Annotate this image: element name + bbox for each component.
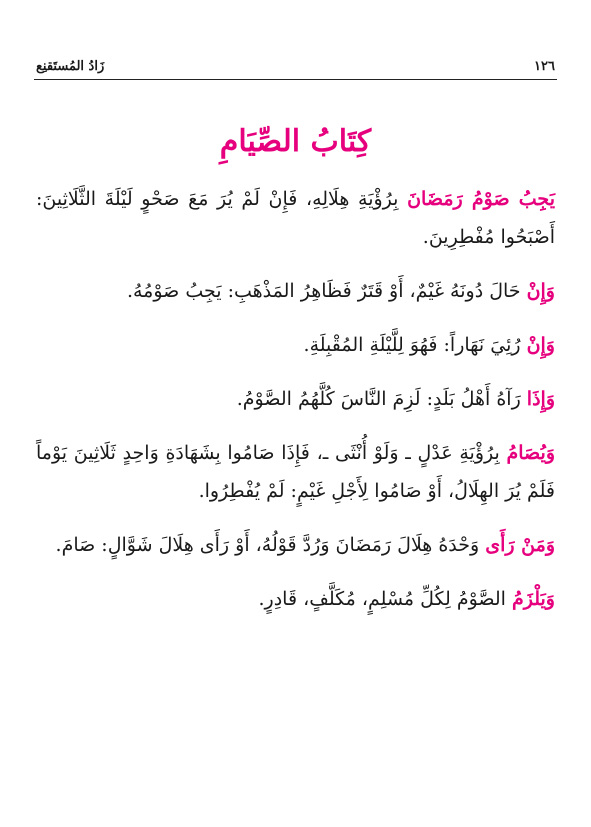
paragraph-lead: وَمَنْ رَأَى [485,534,555,556]
paragraph-1 [36,180,555,256]
paragraph-2 [36,272,555,310]
paragraph-7 [36,580,555,618]
page-number: ١٢٦ [534,59,555,74]
header-divider [34,79,557,80]
paragraph-6 [36,526,555,564]
paragraph-lead: وَيُصَامُ [506,442,555,464]
paragraph-text: بِرُؤْيَةِ هِلَالِهِ، فَإِنْ لَمْ يُرَ مَعَ صَحْوٍ لَيْلَةَ الثَّلَاثِينَ: أَصْبَحُوا مُفْطِرِينَ. [36,188,555,248]
paragraph-lead: وَإِنْ [526,334,555,356]
chapter-title: كِتَابُ الصِّيَامِ [219,124,372,159]
paragraph-5 [36,434,555,510]
paragraph-4 [36,380,555,418]
paragraph-lead: وَإِنْ [526,280,555,302]
paragraph-text: وَحْدَهُ هِلَالَ رَمَضَانَ وَرُدَّ قَوْلُهُ، أَوْ رَأَى هِلَالَ شَوَّالٍ: صَامَ. [55,534,486,556]
paragraph-lead: وَيَلْزَمُ [511,588,555,610]
book-title: زَادُ المُستَقنِع [36,59,105,74]
paragraph-3 [36,326,555,364]
paragraph-text: حَالَ دُونَهُ غَيْمٌ، أَوْ قَتَرٌ فَظَاهِرُ المَذْهَبِ: يَجِبُ صَوْمُهُ. [126,280,527,302]
chapter-body [36,180,555,634]
paragraph-text: رُئِيَ نَهَاراً: فَهُوَ لِلَّيْلَةِ المُقْبِلَةِ. [303,334,527,356]
paragraph-lead: وَإِذَا [526,388,555,410]
paragraph-text: رَآهُ أَهْلُ بَلَدٍ: لَزِمَ النَّاسَ كُلَّهُمُ الصَّوْمُ. [236,388,527,410]
paragraph-text: بِرُؤْيَةِ عَدْلٍ ـ وَلَوْ أُنْثَى ـ، فَإِذَا صَامُوا بِشَهَادَةِ وَاحِدٍ ثَلَاثِينَ يَوْماً فَلَمْ يُرَ الهِلَالُ، أَوْ صَامُوا لِأَجْلِ غَيْمٍ: لَمْ يُفْطِرُوا. [36,442,555,502]
running-header [36,52,555,74]
paragraph-lead: يَجِبُ صَوْمُ رَمَضَانَ [407,188,555,210]
paragraph-text: الصَّوْمُ لِكُلِّ مُسْلِمٍ، مُكَلَّفٍ، قَادِرٍ. [258,588,512,610]
